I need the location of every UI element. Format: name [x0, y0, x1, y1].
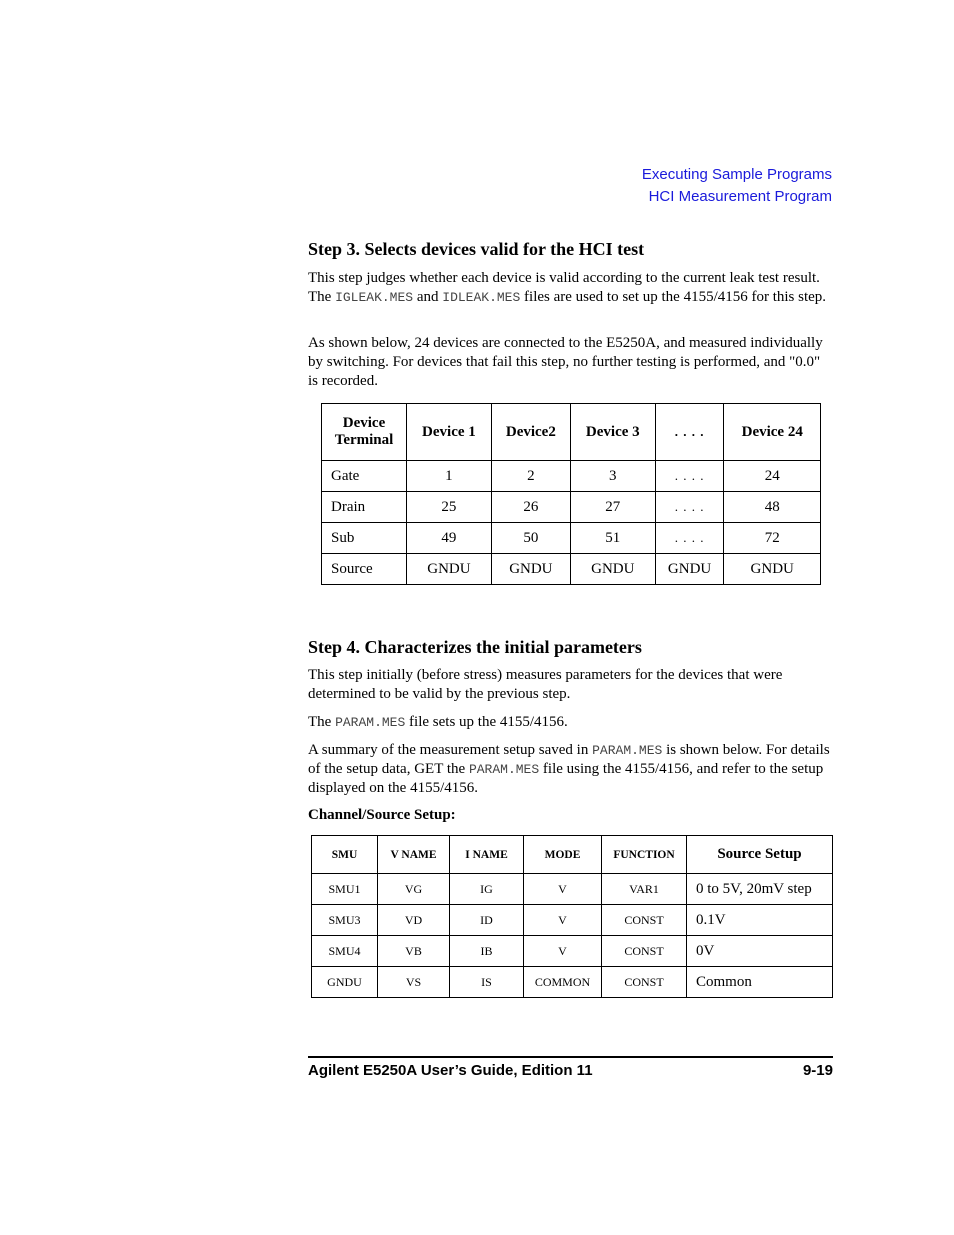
- table-cell: GNDU: [655, 554, 724, 585]
- table-cell: 50: [491, 523, 570, 554]
- step4-paragraph-2: [308, 713, 833, 732]
- step4-paragraph-1: This step initially (before stress) measures parameters for the devices that were determined to be valid by the previous step.: [308, 667, 783, 702]
- table-cell: V: [524, 936, 602, 967]
- header-vname: V NAME: [378, 836, 450, 874]
- table-cell: 51: [570, 523, 655, 554]
- table-row: [322, 492, 821, 523]
- table-row: [312, 905, 833, 936]
- text-run: files are used to set up the 4155/4156 for this step.: [520, 289, 827, 305]
- table-cell: 49: [407, 523, 492, 554]
- code-param: PARAM.MES: [468, 762, 540, 777]
- table-cell: GNDU: [491, 554, 570, 585]
- row-label: Gate: [322, 461, 407, 492]
- footer-divider: [308, 1056, 833, 1058]
- table-cell: 3: [570, 461, 655, 492]
- table-cell: VD: [378, 905, 450, 936]
- table-cell: CONST: [602, 936, 687, 967]
- table-cell: 27: [570, 492, 655, 523]
- row-label: Drain: [322, 492, 407, 523]
- table-header-row: [322, 404, 821, 461]
- header-source-setup: Source Setup: [687, 836, 833, 874]
- page-number: 9-19: [802, 1062, 833, 1079]
- table-cell: . . . .: [655, 523, 724, 554]
- table-cell: 26: [491, 492, 570, 523]
- table-cell: GNDU: [407, 554, 492, 585]
- table-cell: 24: [724, 461, 821, 492]
- text-run: A summary of the measurement setup saved in: [308, 742, 593, 758]
- table-row: [312, 874, 833, 905]
- table-cell: V: [524, 874, 602, 905]
- channel-source-table: [311, 835, 833, 998]
- header-device-terminal: [322, 404, 407, 461]
- table-cell: GNDU: [312, 967, 378, 998]
- table-cell: 48: [724, 492, 821, 523]
- row-label: Sub: [322, 523, 407, 554]
- table-cell: IG: [450, 874, 524, 905]
- device-terminal-table: [321, 403, 821, 585]
- table-cell: IS: [450, 967, 524, 998]
- table-cell: VS: [378, 967, 450, 998]
- table-row: [322, 554, 821, 585]
- text-run: and: [413, 289, 443, 305]
- table-row: [312, 936, 833, 967]
- table-cell: SMU3: [312, 905, 378, 936]
- table-cell: 72: [724, 523, 821, 554]
- table-cell: CONST: [602, 967, 687, 998]
- table-cell: COMMON: [524, 967, 602, 998]
- footer-title: Agilent E5250A User’s Guide, Edition 11: [308, 1062, 593, 1079]
- header-line: Terminal: [334, 432, 394, 448]
- running-header-chapter: Executing Sample Programs: [641, 166, 832, 183]
- header-line: Device: [342, 415, 386, 431]
- step4-paragraph-3: [308, 741, 833, 798]
- header-smu: SMU: [312, 836, 378, 874]
- channel-source-heading: Channel/Source Setup:: [308, 807, 456, 823]
- code-idleak: IDLEAK.MES: [442, 290, 521, 305]
- table-cell: 1: [407, 461, 492, 492]
- header-mode: MODE: [524, 836, 602, 874]
- text-run: file sets up the 4155/4156.: [405, 714, 568, 730]
- table-cell: VB: [378, 936, 450, 967]
- header-ellipsis: . . . .: [655, 404, 724, 461]
- table-cell: 2: [491, 461, 570, 492]
- table-cell: VG: [378, 874, 450, 905]
- text-run: The: [308, 714, 336, 730]
- table-cell: . . . .: [655, 492, 724, 523]
- table-cell: Common: [687, 967, 833, 998]
- table-row: [312, 967, 833, 998]
- header-device-24: Device 24: [724, 404, 821, 461]
- running-header: [642, 164, 832, 208]
- text-run: file using the 4155/4156, and refer to the setup displayed on the 4155/4156.: [308, 761, 824, 796]
- table-header-row: [312, 836, 833, 874]
- code-igleak: IGLEAK.MES: [335, 290, 414, 305]
- table-cell: 0.1V: [687, 905, 833, 936]
- step4-heading: Step 4. Characterizes the initial parameters: [308, 637, 642, 657]
- table-cell: GNDU: [724, 554, 821, 585]
- table-cell: VAR1: [602, 874, 687, 905]
- step3-heading: Step 3. Selects devices valid for the HCI test: [308, 239, 645, 259]
- table-cell: ID: [450, 905, 524, 936]
- table-cell: GNDU: [570, 554, 655, 585]
- header-device-2: Device2: [491, 404, 570, 461]
- step3-paragraph-2: As shown below, 24 devices are connected to the E5250A, and measured individually by switching. For devices that fail this step, no further testing is performed, and "0.0" is recorded.: [308, 335, 823, 389]
- table-row: [322, 461, 821, 492]
- step3-paragraph-1: [308, 269, 833, 307]
- table-cell: 25: [407, 492, 492, 523]
- code-param: PARAM.MES: [592, 743, 663, 758]
- page-footer: [308, 1062, 833, 1079]
- table-row: [322, 523, 821, 554]
- table-cell: SMU1: [312, 874, 378, 905]
- running-header-section: HCI Measurement Program: [648, 188, 832, 205]
- table-cell: SMU4: [312, 936, 378, 967]
- row-label: Source: [322, 554, 407, 585]
- table-cell: V: [524, 905, 602, 936]
- code-param: PARAM.MES: [335, 715, 406, 730]
- table-cell: IB: [450, 936, 524, 967]
- text-run: This step judges whether each device is valid according to the current leak test result. The: [308, 270, 820, 305]
- header-device-1: Device 1: [407, 404, 492, 461]
- header-device-3: Device 3: [570, 404, 655, 461]
- table-cell: CONST: [602, 905, 687, 936]
- table-cell: . . . .: [655, 461, 724, 492]
- header-iname: I NAME: [450, 836, 524, 874]
- table-cell: 0 to 5V, 20mV step: [687, 874, 833, 905]
- table-cell: 0V: [687, 936, 833, 967]
- header-function: FUNCTION: [602, 836, 687, 874]
- text-run: is shown below. For details of the setup data, GET the: [308, 742, 830, 777]
